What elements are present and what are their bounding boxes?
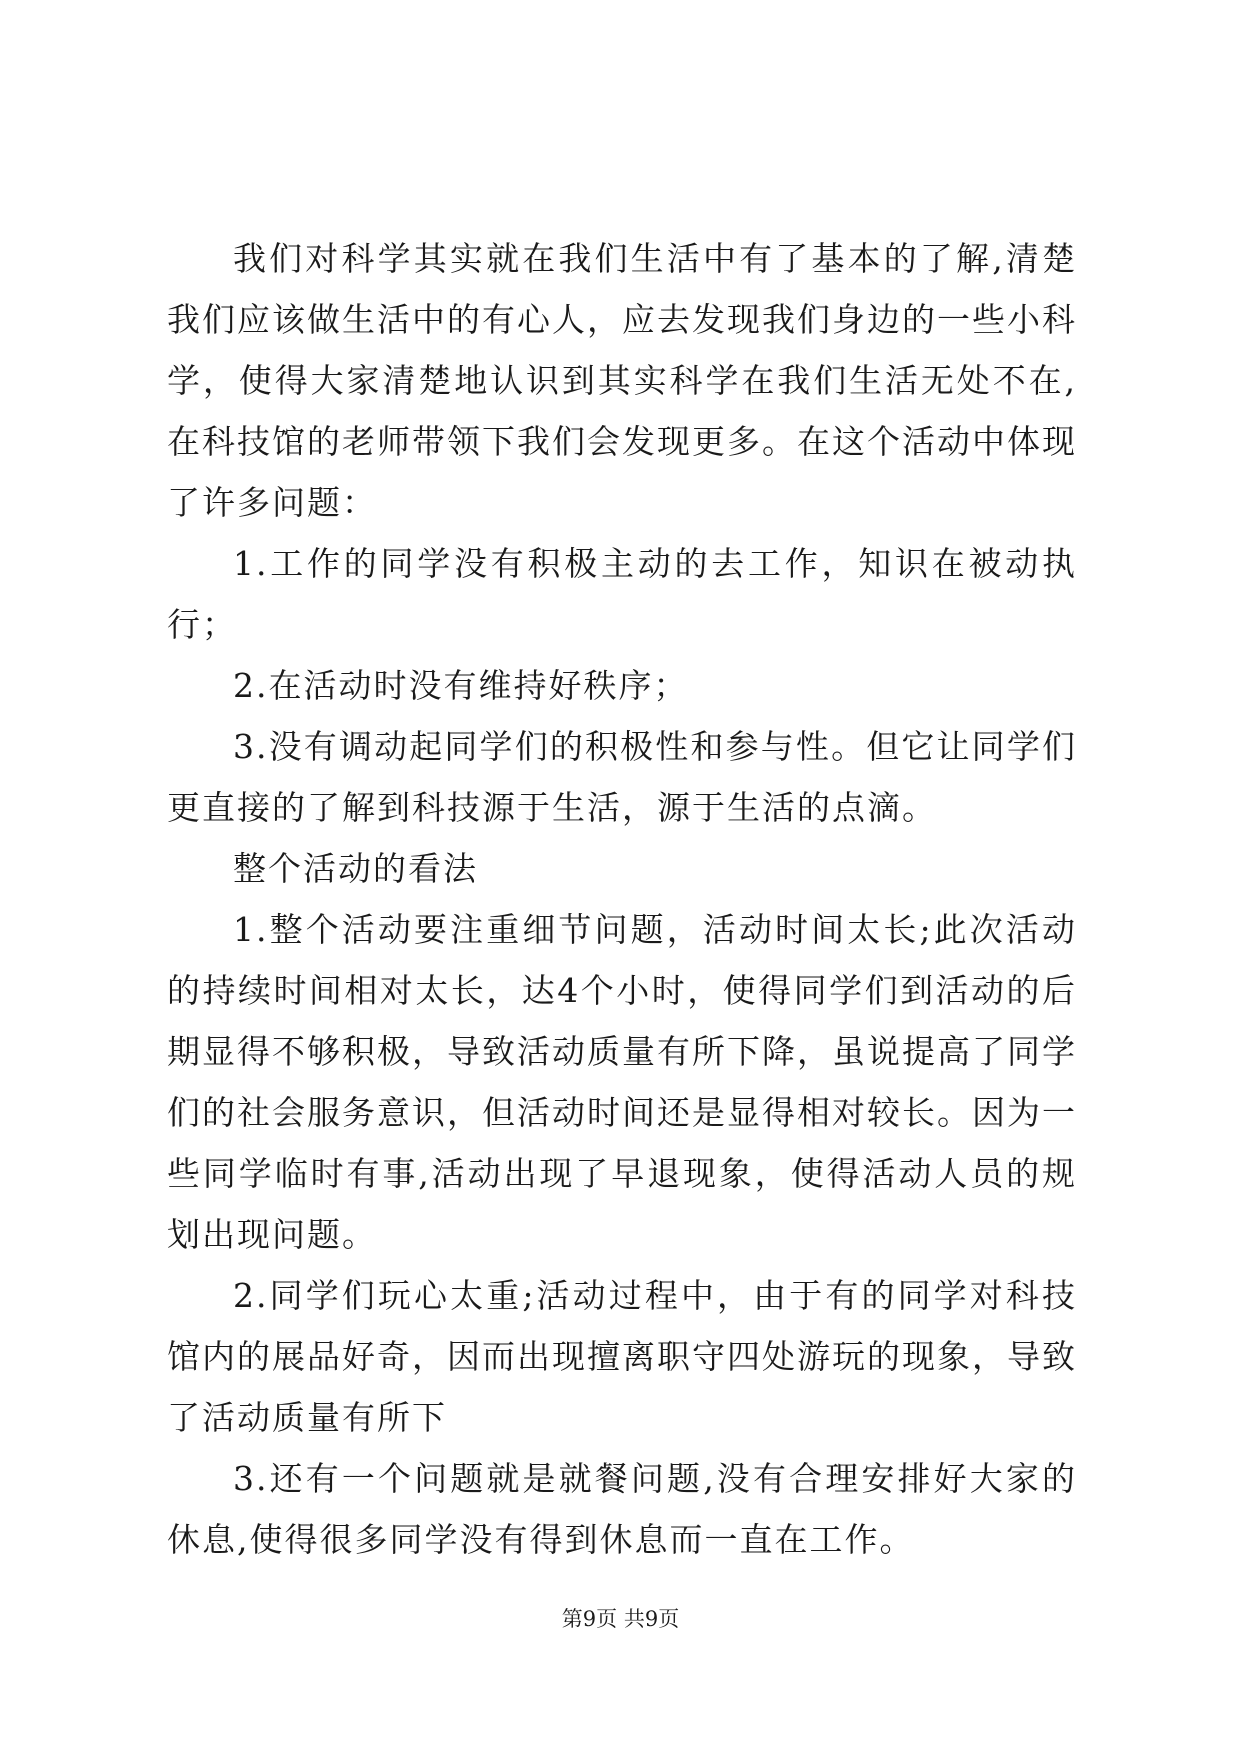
- paragraph-view-3: 3.还有一个问题就是就餐问题,没有合理安排好大家的休息,使得很多同学没有得到休息而一直在工作。: [167, 1459, 1077, 1559]
- paragraph-view-2: 2.同学们玩心太重;活动过程中，由于有的同学对科技馆内的展品好奇，因而出现擅离职守四处游玩的现象，导致了活动质量有所下: [167, 1276, 1077, 1437]
- page-number-footer: 第9页 共9页: [561, 1607, 680, 1631]
- paragraph-problem-1: 1.工作的同学没有积极主动的去工作，知识在被动执行；: [167, 544, 1077, 644]
- section-heading: 整个活动的看法: [233, 849, 478, 888]
- paragraph-problem-3: 3.没有调动起同学们的积极性和参与性。但它让同学们更直接的了解到科技源于生活，源于生活的点滴。: [167, 727, 1077, 827]
- paragraph-problem-2: 2.在活动时没有维持好秩序；: [233, 666, 689, 705]
- paragraph-intro: 我们对科学其实就在我们生活中有了基本的了解,清楚我们应该做生活中的有心人，应去发现我们身边的一些小科学，使得大家清楚地认识到其实科学在我们生活无处不在,在科技馆的老师带领下我们会发现更多。在这个活动中体现了许多问题：: [167, 239, 1077, 522]
- paragraph-view-1: 1.整个活动要注重细节问题，活动时间太长;此次活动的持续时间相对太长，达4个小时，使得同学们到活动的后期显得不够积极，导致活动质量有所下降，虽说提高了同学们的社会服务意识，但活动时间还是显得相对较长。因为一些同学临时有事,活动出现了早退现象，使得活动人员的规划出现问题。: [167, 910, 1077, 1254]
- document-body: [167, 228, 1077, 1570]
